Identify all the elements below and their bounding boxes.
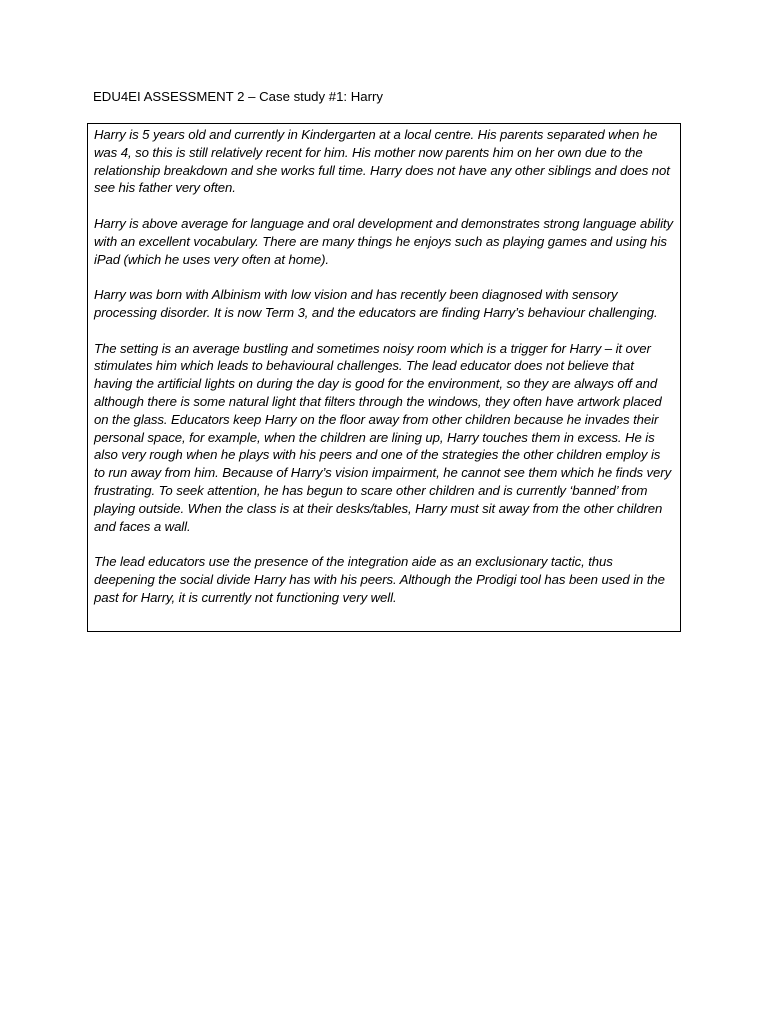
case-study-paragraph-3: Harry was born with Albinism with low vision and has recently been diagnosed with sensory processing disorder. It is now Term 3, and the educators are finding Harry’s behaviour challenging. — [94, 287, 658, 320]
case-study-paragraph-2: Harry is above average for language and oral development and demonstrates strong language ability with an excellent vocabulary. There are many things he enjoys such as playing games and using his iPad (which he uses very often at home). — [94, 215, 673, 267]
case-study-box — [87, 123, 681, 632]
document-heading: EDU4EI ASSESSMENT 2 – Case study #1: Harry — [93, 89, 383, 104]
case-study-paragraph-4: The setting is an average bustling and sometimes noisy room which is a trigger for Harry – it over stimulates him which leads to behavioural challenges. The lead educator does not believe that having the artificial lights on during the day is good for the environment, so they are always off and although there is some natural light that filters through the windows, they often have artwork placed on the glass. Educators keep Harry on the floor away from other children because he invades their personal space, for example, when the children are lining up, Harry touches them in excess. He is also very rough when he plays with his peers and one of the strategies the other children employ is to run away from him. Because of Harry’s vision impairment, he cannot see them which he finds very frustrating. To seek attention, he has begun to scare other children and is currently ‘banned’ from playing outside. When the class is at their desks/tables, Harry must sit away from the other children and faces a wall. — [94, 340, 672, 534]
case-study-paragraph-5: The lead educators use the presence of the integration aide as an exclusionary tactic, thus deepening the social divide Harry has with his peers. Although the Prodigi tool has been used in the past for Harry, it is currently not functioning very well. — [94, 554, 665, 605]
case-study-paragraph-1: Harry is 5 years old and currently in Kindergarten at a local centre. His parents separated when he was 4, so this is still relatively recent for him. His mother now parents him on her own due to the relationship breakdown and she works full time. Harry does not have any other siblings and does not see his father very often. — [94, 127, 670, 196]
